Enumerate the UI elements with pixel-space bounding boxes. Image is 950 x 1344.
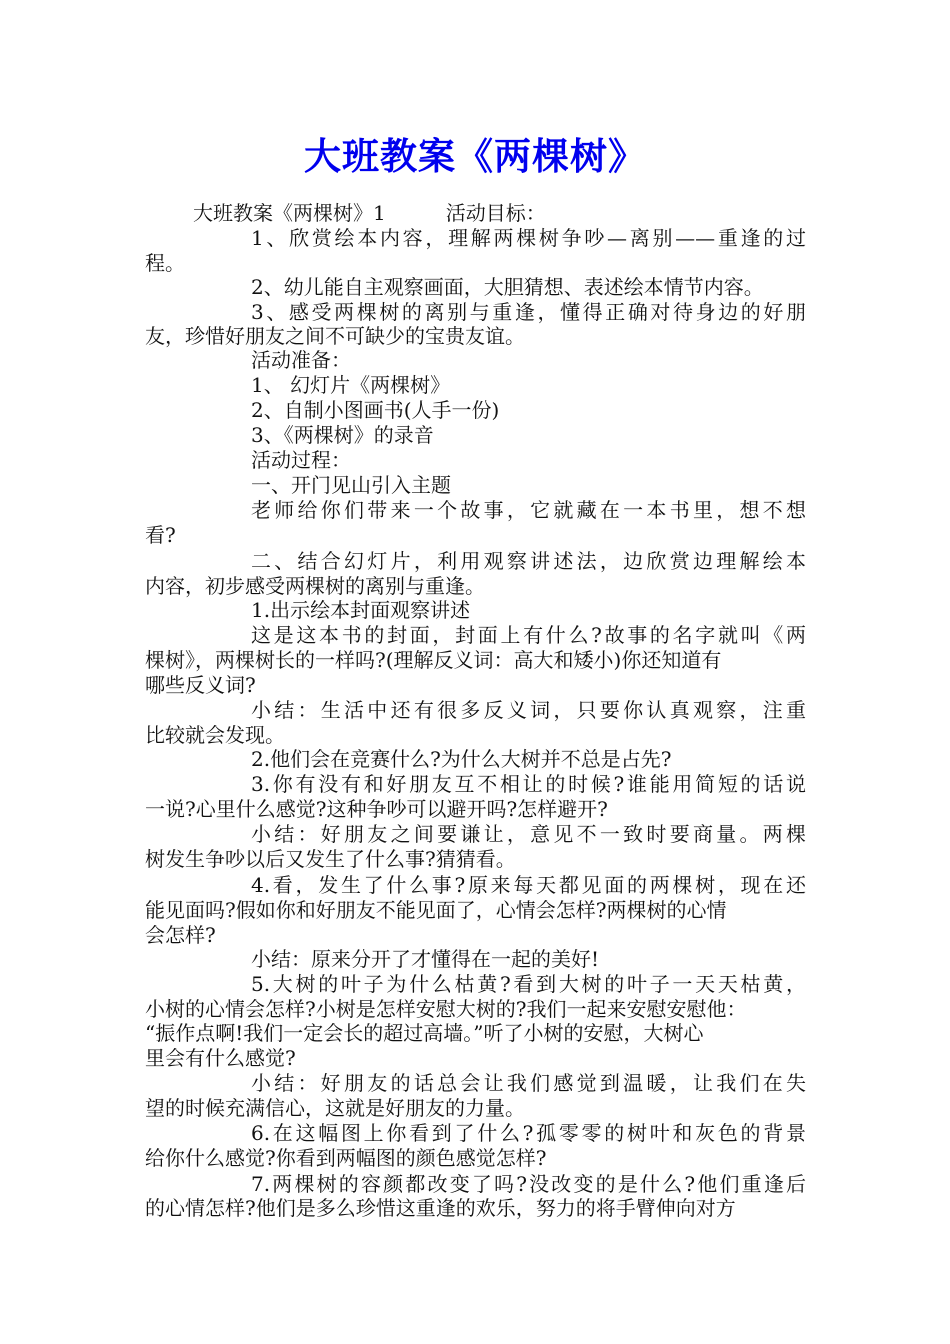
paragraph-line: 会怎样? (145, 923, 216, 947)
paragraph-line: 1、 幻灯片《两棵树》 (251, 373, 451, 397)
paragraph-line: 能见面吗?假如你和好朋友不能见面了，心情会怎样?两棵树的心情 (145, 898, 727, 922)
paragraph-line: 1、欣赏绘本内容，理解两棵树争吵—离别——重逢的过 (251, 226, 806, 250)
paragraph-line: 3、感受两棵树的离别与重逢，懂得正确对待身边的好朋 (251, 300, 806, 324)
paragraph-line: 3、《两棵树》的录音 (251, 423, 434, 447)
paragraph-line: 2、自制小图画书(人手一份) (251, 398, 500, 422)
paragraph-line: 小结：好朋友的话总会让我们感觉到温暖，让我们在失 (251, 1071, 806, 1095)
paragraph-line: 4.看，发生了什么事?原来每天都见面的两棵树，现在还 (251, 873, 806, 897)
paragraph-line: 二、结合幻灯片，利用观察讲述法，边欣赏边理解绘本 (251, 549, 806, 573)
document-title: 大班教案《两棵树》 (304, 135, 646, 178)
paragraph-line: 这是这本书的封面，封面上有什么?故事的名字就叫《两 (251, 623, 806, 647)
paragraph-line: 一说?心里什么感觉?这种争吵可以避开吗?怎样避开? (145, 797, 608, 821)
paragraph-line: 树发生争吵以后又发生了什么事?猜猜看。 (145, 847, 516, 871)
paragraph-line: 2.他们会在竞赛什么?为什么大树并不总是占先? (251, 747, 672, 771)
paragraph-line: 程。 (145, 251, 185, 275)
paragraph-line: 老师给你们带来一个故事，它就藏在一本书里，想不想 (251, 498, 806, 522)
paragraph-line: 大班教案《两棵树》1 活动目标： (193, 201, 546, 225)
paragraph-line: 小树的心情会怎样?小树是怎样安慰大树的?我们一起来安慰安慰他： (145, 997, 747, 1021)
paragraph-line: 的心情怎样?他们是多么珍惜这重逢的欢乐，努力的将手臂伸向对方 (145, 1196, 736, 1220)
paragraph-line: 活动过程： (251, 448, 351, 472)
paragraph-line: 1.出示绘本封面观察讲述 (251, 598, 471, 622)
paragraph-line: 5.大树的叶子为什么枯黄?看到大树的叶子一天天枯黄， (251, 972, 806, 996)
paragraph-line: 内容，初步感受两棵树的离别与重逢。 (145, 574, 485, 598)
paragraph-line: 里会有什么感觉? (145, 1046, 296, 1070)
paragraph-line: 棵树》，两棵树长的一样吗?(理解反义词：高大和矮小)你还知道有 (145, 648, 722, 672)
paragraph-line: 2、幼儿能自主观察画面，大胆猜想、表述绘本情节内容。 (251, 275, 764, 299)
paragraph-line: 哪些反义词? (145, 673, 256, 697)
paragraph-line: 望的时候充满信心，这就是好朋友的力量。 (145, 1096, 525, 1120)
paragraph-line: 3.你有没有和好朋友互不相让的时候?谁能用简短的话说 (251, 772, 806, 796)
paragraph-line: 活动准备： (251, 348, 351, 372)
paragraph-line: 给你什么感觉?你看到两幅图的颜色感觉怎样? (145, 1146, 547, 1170)
paragraph-line: “振作点啊!我们一定会长的超过高墙。”听了小树的安慰，大树心 (145, 1021, 704, 1045)
paragraph-line: 看? (145, 523, 176, 547)
paragraph-line: 比较就会发现。 (145, 723, 285, 747)
paragraph-line: 7.两棵树的容颜都改变了吗?没改变的是什么?他们重逢后 (251, 1172, 806, 1196)
paragraph-line: 一、开门见山引入主题 (251, 473, 451, 497)
paragraph-line: 小结：原来分开了才懂得在一起的美好! (251, 947, 600, 971)
paragraph-line: 小结：好朋友之间要谦让，意见不一致时要商量。两棵 (251, 822, 806, 846)
paragraph-line: 6.在这幅图上你看到了什么?孤零零的树叶和灰色的背景 (251, 1121, 806, 1145)
paragraph-line: 小结：生活中还有很多反义词，只要你认真观察，注重 (251, 698, 806, 722)
paragraph-line: 友，珍惜好朋友之间不可缺少的宝贵友谊。 (145, 324, 525, 348)
